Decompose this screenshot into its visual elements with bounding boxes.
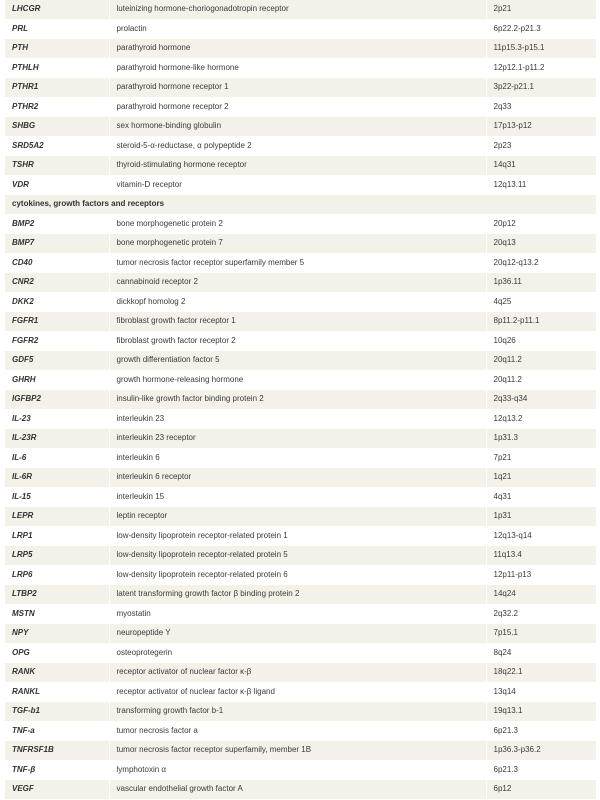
gene-symbol-cell: TSHR [5, 156, 109, 176]
gene-name-cell: low-density lipoprotein receptor-related protein 6 [109, 565, 486, 585]
gene-symbol-cell: VEGF [5, 780, 109, 800]
gene-name-cell: insulin-like growth factor binding protein 2 [109, 390, 486, 410]
table-row [5, 370, 596, 390]
table-row [5, 565, 596, 585]
gene-symbol-cell: TNF-β [5, 760, 109, 780]
gene-symbol-cell: BMP2 [5, 214, 109, 234]
gene-name-cell: osteoprotegerin [109, 643, 486, 663]
chromosome-location-cell: 20q11.2 [486, 370, 596, 390]
table-row [5, 507, 596, 527]
gene-name-cell: leptin receptor [109, 507, 486, 527]
chromosome-location-cell: 14q31 [486, 156, 596, 176]
gene-name-cell: steroid-5-α-reductase, α polypeptide 2 [109, 136, 486, 156]
chromosome-location-cell: 19q13.1 [486, 702, 596, 722]
gene-symbol-cell: LRP6 [5, 565, 109, 585]
table-row [5, 468, 596, 488]
gene-symbol-cell: CD40 [5, 253, 109, 273]
table-row [5, 624, 596, 644]
gene-name-cell: neuropeptide Y [109, 624, 486, 644]
chromosome-location-cell: 2p23 [486, 136, 596, 156]
table-row [5, 312, 596, 332]
chromosome-location-cell: 20q13 [486, 234, 596, 254]
gene-name-cell: receptor activator of nuclear factor κ-β ligand [109, 682, 486, 702]
table-row [5, 760, 596, 780]
table-row [5, 429, 596, 449]
gene-symbol-cell: CNR2 [5, 273, 109, 293]
gene-name-cell: cannabinoid receptor 2 [109, 273, 486, 293]
gene-symbol-cell: IL-15 [5, 487, 109, 507]
chromosome-location-cell: 11q13.4 [486, 546, 596, 566]
table-row [5, 390, 596, 410]
table-row [5, 58, 596, 78]
chromosome-location-cell: 18q22.1 [486, 663, 596, 683]
chromosome-location-cell: 4q25 [486, 292, 596, 312]
gene-symbol-cell: IGFBP2 [5, 390, 109, 410]
gene-symbol-cell: FGFR2 [5, 331, 109, 351]
gene-name-cell: low-density lipoprotein receptor-related protein 1 [109, 526, 486, 546]
gene-name-cell: lymphotoxin α [109, 760, 486, 780]
table-row [5, 39, 596, 59]
chromosome-location-cell: 10q26 [486, 331, 596, 351]
table-row [5, 721, 596, 741]
table-row [5, 175, 596, 195]
table-row [5, 331, 596, 351]
gene-name-cell: fibroblast growth factor receptor 2 [109, 331, 486, 351]
table-row [5, 234, 596, 254]
table-row [5, 117, 596, 137]
gene-name-cell: growth differentiation factor 5 [109, 351, 486, 371]
gene-symbol-cell: TGF-b1 [5, 702, 109, 722]
gene-symbol-cell: DKK2 [5, 292, 109, 312]
chromosome-location-cell: 20p12 [486, 214, 596, 234]
gene-name-cell: tumor necrosis factor a [109, 721, 486, 741]
table-row [5, 78, 596, 98]
chromosome-location-cell: 8p11.2-p11.1 [486, 312, 596, 332]
gene-symbol-cell: MSTN [5, 604, 109, 624]
table-row [5, 448, 596, 468]
chromosome-location-cell: 12q13.11 [486, 175, 596, 195]
table-row [5, 253, 596, 273]
table-row [5, 292, 596, 312]
chromosome-location-cell: 1p31 [486, 507, 596, 527]
gene-name-cell: transforming growth factor b-1 [109, 702, 486, 722]
chromosome-location-cell: 1q21 [486, 468, 596, 488]
gene-name-cell: parathyroid hormone-like hormone [109, 58, 486, 78]
gene-symbol-cell: NPY [5, 624, 109, 644]
table-row [5, 156, 596, 176]
gene-symbol-cell: BMP7 [5, 234, 109, 254]
table-row [5, 351, 596, 371]
table-row [5, 546, 596, 566]
chromosome-location-cell: 6p21.3 [486, 760, 596, 780]
gene-symbol-cell: TNF-a [5, 721, 109, 741]
gene-symbol-cell: GHRH [5, 370, 109, 390]
gene-symbol-cell: RANKL [5, 682, 109, 702]
gene-symbol-cell: LTBP2 [5, 585, 109, 605]
gene-name-cell: bone morphogenetic protein 2 [109, 214, 486, 234]
gene-name-cell: sex hormone-binding globulin [109, 117, 486, 137]
gene-name-cell: prolactin [109, 19, 486, 39]
gene-symbol-cell: IL-23 [5, 409, 109, 429]
table-row [5, 487, 596, 507]
gene-name-cell: parathyroid hormone receptor 1 [109, 78, 486, 98]
chromosome-location-cell: 14q24 [486, 585, 596, 605]
gene-name-cell: interleukin 15 [109, 487, 486, 507]
gene-name-cell: vascular endothelial growth factor A [109, 780, 486, 800]
table-row [5, 0, 596, 19]
table-row [5, 585, 596, 605]
gene-name-cell: fibroblast growth factor receptor 1 [109, 312, 486, 332]
gene-symbol-cell: IL-23R [5, 429, 109, 449]
table-row [5, 643, 596, 663]
gene-name-cell: thyroid-stimulating hormone receptor [109, 156, 486, 176]
chromosome-location-cell: 7p21 [486, 448, 596, 468]
gene-name-cell: interleukin 6 [109, 448, 486, 468]
table-row [5, 702, 596, 722]
table-row [5, 136, 596, 156]
chromosome-location-cell: 20q11.2 [486, 351, 596, 371]
gene-symbol-cell: LRP5 [5, 546, 109, 566]
chromosome-location-cell: 6p12 [486, 780, 596, 800]
gene-symbol-cell: PTHR2 [5, 97, 109, 117]
chromosome-location-cell: 4q31 [486, 487, 596, 507]
table-row [5, 526, 596, 546]
gene-name-cell: interleukin 23 receptor [109, 429, 486, 449]
gene-symbol-cell: LHCGR [5, 0, 109, 19]
gene-symbol-cell: SHBG [5, 117, 109, 137]
table-row [5, 741, 596, 761]
chromosome-location-cell: 2q32.2 [486, 604, 596, 624]
table-row [5, 682, 596, 702]
table-row [5, 273, 596, 293]
chromosome-location-cell: 1p36.11 [486, 273, 596, 293]
section-title: cytokines, growth factors and receptors [5, 195, 596, 215]
chromosome-location-cell: 17p13-p12 [486, 117, 596, 137]
chromosome-location-cell: 2p21 [486, 0, 596, 19]
chromosome-location-cell: 12p11-p13 [486, 565, 596, 585]
gene-name-cell: low-density lipoprotein receptor-related protein 5 [109, 546, 486, 566]
gene-name-cell: vitamin-D receptor [109, 175, 486, 195]
chromosome-location-cell: 20q12-q13.2 [486, 253, 596, 273]
gene-symbol-cell: GDF5 [5, 351, 109, 371]
table-row [5, 780, 596, 800]
chromosome-location-cell: 3p22-p21.1 [486, 78, 596, 98]
chromosome-location-cell: 2q33-q34 [486, 390, 596, 410]
gene-name-cell: parathyroid hormone [109, 39, 486, 59]
gene-name-cell: tumor necrosis factor receptor superfamily, member 1B [109, 741, 486, 761]
chromosome-location-cell: 6p22.2-p21.3 [486, 19, 596, 39]
gene-symbol-cell: IL-6R [5, 468, 109, 488]
gene-symbol-cell: VDR [5, 175, 109, 195]
chromosome-location-cell: 1p31.3 [486, 429, 596, 449]
gene-symbol-cell: SRD5A2 [5, 136, 109, 156]
gene-symbol-cell: TNFRSF1B [5, 741, 109, 761]
chromosome-location-cell: 2q33 [486, 97, 596, 117]
gene-symbol-cell: PTHLH [5, 58, 109, 78]
table-row [5, 409, 596, 429]
table-row [5, 214, 596, 234]
gene-symbol-cell: LEPR [5, 507, 109, 527]
gene-name-cell: interleukin 23 [109, 409, 486, 429]
table-row [5, 663, 596, 683]
chromosome-location-cell: 12p12.1-p11.2 [486, 58, 596, 78]
gene-symbol-cell: IL-6 [5, 448, 109, 468]
gene-name-cell: latent transforming growth factor β binding protein 2 [109, 585, 486, 605]
gene-name-cell: tumor necrosis factor receptor superfamily member 5 [109, 253, 486, 273]
gene-symbol-cell: FGFR1 [5, 312, 109, 332]
chromosome-location-cell: 7p15.1 [486, 624, 596, 644]
gene-symbol-cell: OPG [5, 643, 109, 663]
gene-name-cell: receptor activator of nuclear factor κ-β [109, 663, 486, 683]
gene-name-cell: luteinizing hormone-choriogonadotropin receptor [109, 0, 486, 19]
chromosome-location-cell: 6p21.3 [486, 721, 596, 741]
section-header-row [5, 195, 596, 215]
gene-symbol-cell: RANK [5, 663, 109, 683]
gene-name-cell: interleukin 6 receptor [109, 468, 486, 488]
chromosome-location-cell: 8q24 [486, 643, 596, 663]
chromosome-location-cell: 12q13.2 [486, 409, 596, 429]
table-row [5, 604, 596, 624]
table-row [5, 19, 596, 39]
gene-name-cell: growth hormone-releasing hormone [109, 370, 486, 390]
gene-table-body [5, 0, 596, 799]
gene-name-cell: myostatin [109, 604, 486, 624]
gene-symbol-cell: LRP1 [5, 526, 109, 546]
chromosome-location-cell: 1p36.3-p36.2 [486, 741, 596, 761]
chromosome-location-cell: 11p15.3-p15.1 [486, 39, 596, 59]
chromosome-location-cell: 12q13-q14 [486, 526, 596, 546]
gene-name-cell: dickkopf homolog 2 [109, 292, 486, 312]
gene-symbol-cell: PTHR1 [5, 78, 109, 98]
gene-symbol-cell: PTH [5, 39, 109, 59]
gene-symbol-cell: PRL [5, 19, 109, 39]
table-row [5, 97, 596, 117]
gene-table [5, 0, 596, 800]
chromosome-location-cell: 13q14 [486, 682, 596, 702]
gene-name-cell: parathyroid hormone receptor 2 [109, 97, 486, 117]
gene-name-cell: bone morphogenetic protein 7 [109, 234, 486, 254]
